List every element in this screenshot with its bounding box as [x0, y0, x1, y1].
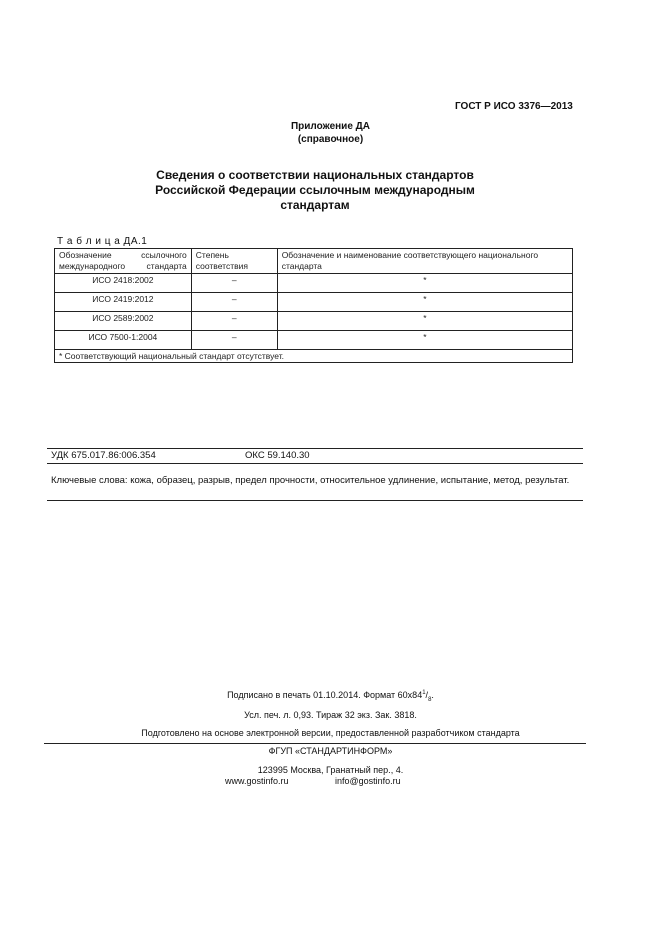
section-title-line: стандартам — [280, 198, 350, 212]
table-row — [55, 293, 573, 312]
cell-intl: ИСО 7500-1:2004 — [55, 331, 192, 350]
publisher-name: ФГУП «СТАНДАРТИНФОРМ» — [268, 746, 393, 756]
cell-degree: – — [191, 274, 277, 293]
table-row — [55, 274, 573, 293]
keywords: Ключевые слова: кожа, образец, разрыв, предел прочности, относительное удлинение, испытание, метод, результат. — [51, 475, 570, 486]
cell-national: * — [277, 274, 572, 293]
signed-for-print: Подписано в печать 01.10.2014. Формат $60x84^1/_8$. — [227, 690, 434, 703]
divider — [47, 500, 583, 501]
standard-code: ГОСТ Р ИСО 3376—2013 — [455, 101, 573, 112]
cell-national: * — [277, 331, 572, 350]
website-link[interactable]: www.gostinfo.ru — [225, 776, 289, 786]
format-denominator: 8 — [428, 696, 432, 703]
table-footnote: * Соответствующий национальный стандарт отсутствует. — [55, 350, 573, 363]
section-title-line: Сведения о соответствии национальных стандартов — [156, 168, 474, 182]
column-header-degree: Степень соответствия — [191, 249, 277, 274]
cell-degree: – — [191, 312, 277, 331]
section-title — [0, 168, 630, 213]
cell-intl: ИСО 2589:2002 — [55, 312, 192, 331]
section-title-line: Российской Федерации ссылочным международным — [155, 183, 475, 197]
correspondence-table — [54, 248, 573, 363]
prepared-note: Подготовлено на основе электронной версии, предоставленной разработчиком стандарта — [141, 728, 520, 738]
appendix-subtitle: (справочное) — [297, 134, 364, 145]
table-footnote-row — [55, 350, 573, 363]
appendix-title: Приложение ДА — [290, 121, 371, 132]
oks-code: ОКС 59.140.30 — [245, 450, 310, 461]
table-caption: Т а б л и ц а ДА.1 — [57, 236, 148, 247]
column-header-intl: Обозначение ссылочного международного стандарта — [55, 249, 192, 274]
cell-degree: – — [191, 331, 277, 350]
cell-national: * — [277, 293, 572, 312]
cell-intl: ИСО 2418:2002 — [55, 274, 192, 293]
divider — [44, 743, 586, 744]
publisher-address: 123995 Москва, Гранатный пер., 4. — [257, 765, 404, 775]
udc-code: УДК 675.017.86:006.354 — [51, 450, 156, 461]
table-row — [55, 312, 573, 331]
divider — [47, 448, 583, 449]
table-header-row — [55, 249, 573, 274]
table-row — [55, 331, 573, 350]
column-header-national: Обозначение и наименование соответствующего национального стандарта — [277, 249, 572, 274]
cell-national: * — [277, 312, 572, 331]
print-info: Усл. печ. л. 0,93. Тираж 32 экз. Зак. 3818. — [244, 710, 417, 720]
cell-degree: – — [191, 293, 277, 312]
appendix-heading — [0, 120, 661, 146]
divider — [47, 463, 583, 464]
signed-text: Подписано в печать 01.10.2014. Формат 60x84 — [227, 690, 423, 700]
email-link[interactable]: info@gostinfo.ru — [335, 776, 401, 786]
cell-intl: ИСО 2419:2012 — [55, 293, 192, 312]
format-numerator: 1 — [422, 690, 426, 696]
